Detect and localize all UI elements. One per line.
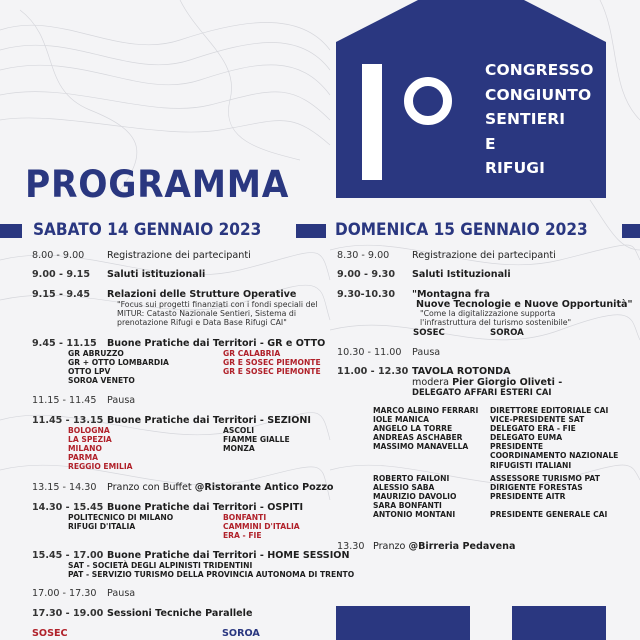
moderator-role: DELEGATO AFFARI ESTERI CAI (412, 387, 552, 397)
participant: OTTO LPV (68, 367, 111, 377)
activity: Saluti istituzionali (107, 269, 206, 280)
panelist-role (490, 501, 607, 510)
divider-bar (296, 224, 326, 238)
sunday-header: DOMENICA 15 GENNAIO 2023 (335, 220, 588, 239)
participant: PARMA (68, 453, 99, 463)
participant: LA SPEZIA (68, 435, 112, 445)
panelist: ANGELO LA TORRE (373, 424, 453, 434)
participants-left (68, 426, 133, 471)
activity-title-line2: Nuove Tecnologie e Nuove Opportunità" (416, 299, 633, 310)
activity (373, 541, 515, 552)
venue: @Birreria Pedavena (408, 541, 516, 552)
panelist-role: PRESIDENTE GENERALE CAI (490, 510, 608, 520)
panelist-role: DELEGATO EUMA (490, 433, 563, 443)
panel-names-1 (373, 406, 478, 451)
description-line: MITUR: Catasto Nazionale Sentieri, Sistema di (117, 309, 297, 319)
participants-left (68, 561, 354, 579)
activity: Pausa (107, 395, 136, 406)
time: 15.45 - 17.00 (32, 550, 104, 561)
panelist-role: DIRIGENTE FORESTAS (490, 483, 583, 493)
activity: Sessioni Tecniche Parallele (107, 608, 253, 619)
time: 9.00 - 9.30 (337, 269, 396, 280)
description-line: "Come la digitalizzazione supporta (420, 309, 556, 318)
divider-bar (0, 224, 22, 238)
congress-title-line: SENTIERI (485, 110, 566, 128)
panelist: ROBERTO FAILONI (373, 474, 450, 483)
time: 17.30 - 19.00 (32, 608, 104, 619)
participant: SAT - SOCIETÀ DEGLI ALPINISTI TRIDENTINI (68, 561, 253, 570)
activity-title: Pranzo (373, 541, 406, 552)
time: 14.30 - 15.45 (32, 502, 104, 513)
panelist-role: VICE-PRESIDENTE SAT (490, 415, 585, 425)
time: 9.15 - 9.45 (32, 289, 91, 300)
panel-roles-2 (490, 474, 607, 519)
time: 9.00 - 9.15 (32, 269, 91, 280)
participant: GR E SOSEC PIEMONTE (223, 367, 321, 377)
time: 17.00 - 17.30 (32, 588, 97, 599)
venue: @Ristorante Antico Pozzo (194, 482, 334, 493)
participant: ASCOLI (223, 426, 255, 435)
participant: GR E SOSEC PIEMONTE (223, 358, 321, 368)
moderator-name: Pier Giorgio Oliveti - (452, 377, 563, 388)
description-line: prenotazione Rifugi e Data Base Rifugi CAI" (117, 318, 287, 328)
page-title: PROGRAMMA (25, 163, 290, 206)
participants-right: SOROA (490, 328, 524, 338)
activity: Buone Pratiche dai Territori - OSPITI (107, 502, 304, 513)
activity-description (420, 309, 571, 327)
participant: GR CALABRIA (223, 349, 281, 358)
participant: FIAMME GIALLE (223, 435, 290, 445)
participant: ERA - FIE (223, 531, 262, 541)
participant: MONZA (223, 444, 255, 454)
panelist: MARCO ALBINO FERRARI (373, 406, 479, 415)
activity (107, 482, 334, 493)
activity: Relazioni delle Strutture Operative (107, 289, 297, 300)
participants-left (68, 349, 169, 385)
congress-title-line: CONGRESSO (485, 61, 594, 79)
roman-numeral-i (362, 64, 382, 180)
panelist: SARA BONFANTI (373, 501, 442, 511)
activity: Registrazione dei partecipanti (107, 250, 251, 261)
participant: SOROA VENETO (68, 376, 135, 386)
participant: POLITECNICO DI MILANO (68, 513, 174, 522)
congress-title-line: CONGIUNTO (485, 85, 592, 104)
participant: GR ABRUZZO (68, 349, 124, 358)
participant: BONFANTI (223, 513, 267, 522)
time: 13.15 - 14.30 (32, 482, 97, 493)
participant: GR + OTTO LOMBARDIA (68, 358, 169, 368)
panelist-role: DIRETTORE EDITORIALE CAI (490, 406, 609, 415)
time: 9.45 - 11.15 (32, 338, 97, 349)
participants-right (223, 349, 321, 376)
session-label-soroa: SOROA (222, 628, 260, 639)
panelist: IOLE MANICA (373, 415, 430, 425)
participant: RIFUGI D'ITALIA (68, 522, 136, 532)
moderator-label: modera (412, 377, 450, 388)
panelist: ALESSIO SABA (373, 483, 435, 493)
time: 10.30 - 11.00 (337, 347, 402, 358)
congress-title (485, 58, 605, 181)
participant: BOLOGNA (68, 426, 110, 435)
activity: Buone Pratiche dai Territori - SEZIONI (107, 415, 311, 426)
time: 9.30-10.30 (337, 289, 395, 300)
activity: Saluti Istituzionali (412, 269, 511, 280)
decorative-block (512, 606, 606, 640)
participants-left: SOSEC (413, 328, 445, 338)
panelist-role: PRESIDENTE AITR (490, 492, 566, 502)
panelist-role: COORDINAMENTO NAZIONALE (490, 451, 619, 461)
participants-right (223, 513, 300, 540)
congress-title-line: E (485, 134, 496, 153)
activity: Buone Pratiche dai Territori - GR e OTTO (107, 338, 326, 349)
panelist: MASSIMO MANAVELLA (373, 442, 469, 452)
participant: MILANO (68, 444, 102, 454)
time: 8.00 - 9.00 (32, 250, 85, 261)
activity: TAVOLA ROTONDA (412, 366, 511, 377)
panelist-role: RIFUGISTI ITALIANI (490, 460, 572, 470)
participant: CAMMINI D'ITALIA (223, 522, 300, 532)
time: 11.45 - 13.15 (32, 415, 104, 426)
activity: Buone Pratiche dai Territori - HOME SESSION (107, 550, 350, 561)
panelist: ANDREAS ASCHABER (373, 433, 463, 443)
activity: Registrazione dei partecipanti (412, 250, 556, 261)
panelist-role: ASSESSORE TURISMO PAT (490, 474, 600, 483)
participants-left (68, 513, 173, 531)
activity-description (117, 300, 317, 328)
activity-title: Pranzo con Buffet (107, 482, 192, 493)
panelist-role: PRESIDENTE (490, 442, 544, 452)
activity: Pausa (412, 347, 441, 358)
decorative-block (336, 606, 470, 640)
description-line: l'infrastruttura del turismo sostenibile" (420, 318, 572, 328)
time: 13.30 (337, 541, 365, 552)
session-label-sosec: SOSEC (32, 628, 68, 639)
participant: PAT - SERVIZIO TURISMO DELLA PROVINCIA AUTONOMA DI TRENTO (68, 570, 355, 580)
activity: Pausa (107, 588, 136, 599)
panelist: MAURIZIO DAVOLIO (373, 492, 457, 502)
activity: "Montagna fra (412, 289, 490, 300)
panelist-role: DELEGATO ERA - FIE (490, 424, 576, 434)
panelist: ANTONIO MONTANI (373, 510, 456, 520)
description-line: "Focus sui progetti finanziati con i fondi speciali del (117, 300, 318, 309)
participants-right (223, 426, 290, 453)
saturday-header: SABATO 14 GENNAIO 2023 (33, 220, 262, 239)
panel-roles-1 (490, 406, 618, 470)
panel-names-2 (373, 474, 456, 519)
time: 8.30 - 9.00 (337, 250, 390, 261)
congress-title-line: RIFUGI (485, 159, 545, 177)
time: 11.15 - 11.45 (32, 395, 97, 406)
ordinal-circle-icon (404, 77, 452, 125)
participant: REGGIO EMILIA (68, 462, 133, 472)
divider-bar (622, 224, 640, 238)
time: 11.00 - 12.30 (337, 366, 409, 377)
